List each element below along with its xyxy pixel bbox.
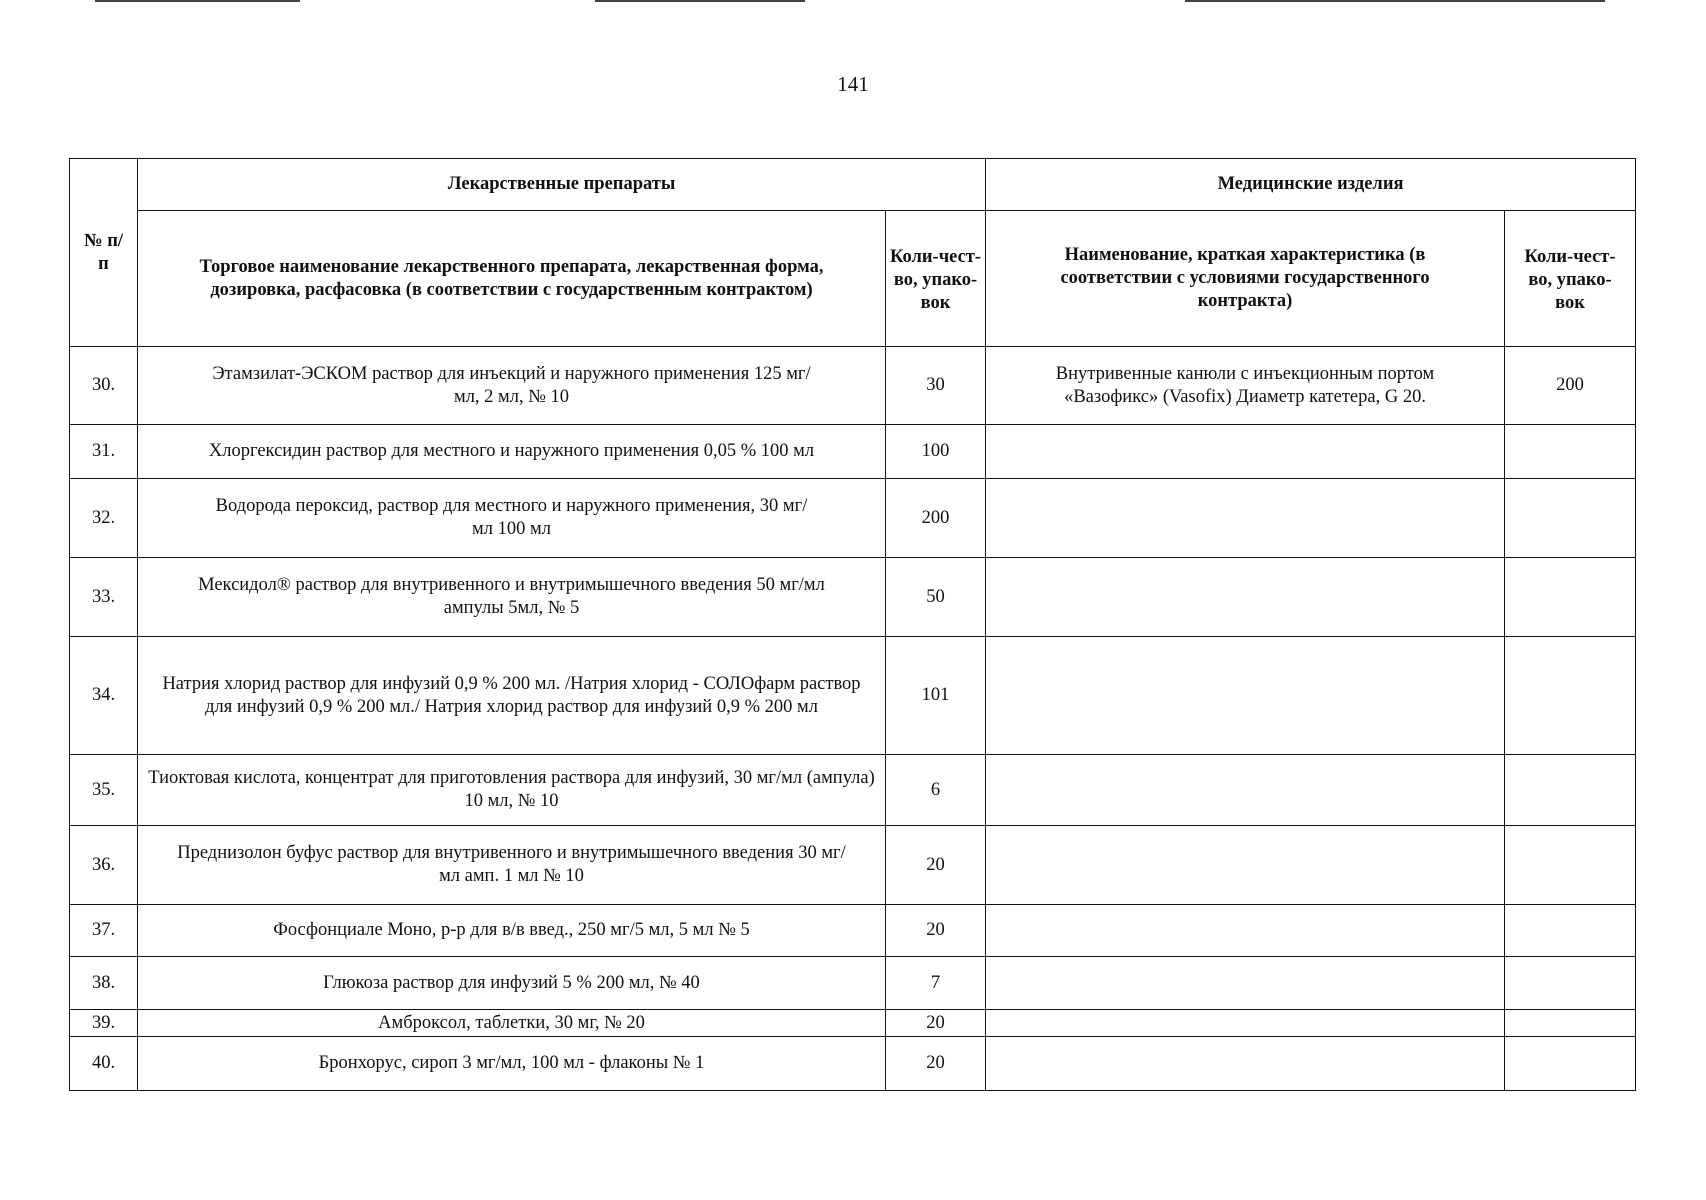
table-row [70, 558, 1636, 637]
row-qty: 20 [886, 1037, 986, 1091]
table-row [70, 479, 1636, 558]
row-device [986, 905, 1505, 957]
row-qty: 30 [886, 347, 986, 425]
row-qty: 101 [886, 637, 986, 755]
scan-edge-line [1185, 0, 1605, 2]
row-num: 38. [70, 957, 138, 1010]
row-device-qty [1505, 637, 1636, 755]
row-drug: Преднизолон буфус раствор для внутривенного и внутримышечного введения 30 мг/мл амп. 1 мл № 10 [138, 826, 886, 905]
header-device-qty: Коли-чест-во, упако-вок [1505, 211, 1636, 347]
row-device-qty [1505, 479, 1636, 558]
table-row [70, 905, 1636, 957]
row-num: 31. [70, 425, 138, 479]
row-num: 36. [70, 826, 138, 905]
row-device [986, 425, 1505, 479]
table-row [70, 826, 1636, 905]
page-number: 141 [837, 72, 869, 96]
row-drug: Амброксол, таблетки, 30 мг, № 20 [138, 1010, 886, 1037]
row-qty: 50 [886, 558, 986, 637]
row-device-qty: 200 [1505, 347, 1636, 425]
row-num: 35. [70, 755, 138, 826]
row-drug: Бронхорус, сироп 3 мг/мл, 100 мл - флаконы № 1 [138, 1037, 886, 1091]
table-row [70, 957, 1636, 1010]
table-row [70, 1037, 1636, 1091]
row-qty: 20 [886, 1010, 986, 1037]
header-num: № п/п [70, 159, 138, 347]
row-num: 40. [70, 1037, 138, 1091]
row-num: 30. [70, 347, 138, 425]
row-device-qty [1505, 826, 1636, 905]
row-device [986, 1037, 1505, 1091]
row-num: 34. [70, 637, 138, 755]
row-device [986, 479, 1505, 558]
header-device-name: Наименование, краткая характеристика (в соответствии с условиями государственного контракта) [986, 211, 1505, 347]
row-device-qty [1505, 1010, 1636, 1037]
row-device: Внутривенные канюли с инъекционным портом «Вазофикс» (Vasofix) Диаметр катетера, G 20. [986, 347, 1505, 425]
row-device [986, 558, 1505, 637]
header-drug-qty: Коли-чест-во, упако-вок [886, 211, 986, 347]
row-device [986, 637, 1505, 755]
table-row [70, 1010, 1636, 1037]
header-drugs-group: Лекарственные препараты [138, 159, 986, 211]
row-device-qty [1505, 905, 1636, 957]
row-drug: Этамзилат-ЭСКОМ раствор для инъекций и наружного применения 125 мг/мл, 2 мл, № 10 [138, 347, 886, 425]
row-device [986, 755, 1505, 826]
procurement-table [69, 158, 1636, 1091]
row-device-qty [1505, 755, 1636, 826]
row-qty: 20 [886, 905, 986, 957]
row-drug: Тиоктовая кислота, концентрат для приготовления раствора для инфузий, 30 мг/мл (ампула) 10 мл, № 10 [138, 755, 886, 826]
row-device-qty [1505, 558, 1636, 637]
row-device-qty [1505, 425, 1636, 479]
header-row-columns [70, 211, 1636, 347]
row-device [986, 957, 1505, 1010]
row-qty: 20 [886, 826, 986, 905]
row-qty: 7 [886, 957, 986, 1010]
row-drug: Хлоргексидин раствор для местного и наружного применения 0,05 % 100 мл [138, 425, 886, 479]
scan-edge-line [595, 0, 805, 2]
row-drug: Водорода пероксид, раствор для местного и наружного применения, 30 мг/мл 100 мл [138, 479, 886, 558]
header-devices-group: Медицинские изделия [986, 159, 1636, 211]
row-num: 37. [70, 905, 138, 957]
table-row [70, 637, 1636, 755]
row-num: 32. [70, 479, 138, 558]
row-num: 39. [70, 1010, 138, 1037]
row-num: 33. [70, 558, 138, 637]
row-qty: 100 [886, 425, 986, 479]
row-qty: 6 [886, 755, 986, 826]
header-drug-name: Торговое наименование лекарственного препарата, лекарственная форма, дозировка, расфасовка (в соответствии с государственным контрактом) [138, 211, 886, 347]
scan-edge-line [95, 0, 155, 2]
row-drug: Фосфонциале Моно, р-р для в/в введ., 250 мг/5 мл, 5 мл № 5 [138, 905, 886, 957]
scan-edge-line [150, 0, 300, 2]
row-device [986, 826, 1505, 905]
table-row [70, 755, 1636, 826]
table-row [70, 425, 1636, 479]
table-row [70, 347, 1636, 425]
row-drug: Натрия хлорид раствор для инфузий 0,9 % 200 мл. /Натрия хлорид - СОЛОфарм раствор для инфузий 0,9 % 200 мл./ Натрия хлорид раствор для инфузий 0,9 % 200 мл [138, 637, 886, 755]
row-drug: Мексидол® раствор для внутривенного и внутримышечного введения 50 мг/мл ампулы 5мл, № 5 [138, 558, 886, 637]
row-device-qty [1505, 957, 1636, 1010]
row-device [986, 1010, 1505, 1037]
row-device-qty [1505, 1037, 1636, 1091]
header-row-groups [70, 159, 1636, 211]
row-drug: Глюкоза раствор для инфузий 5 % 200 мл, № 40 [138, 957, 886, 1010]
row-qty: 200 [886, 479, 986, 558]
